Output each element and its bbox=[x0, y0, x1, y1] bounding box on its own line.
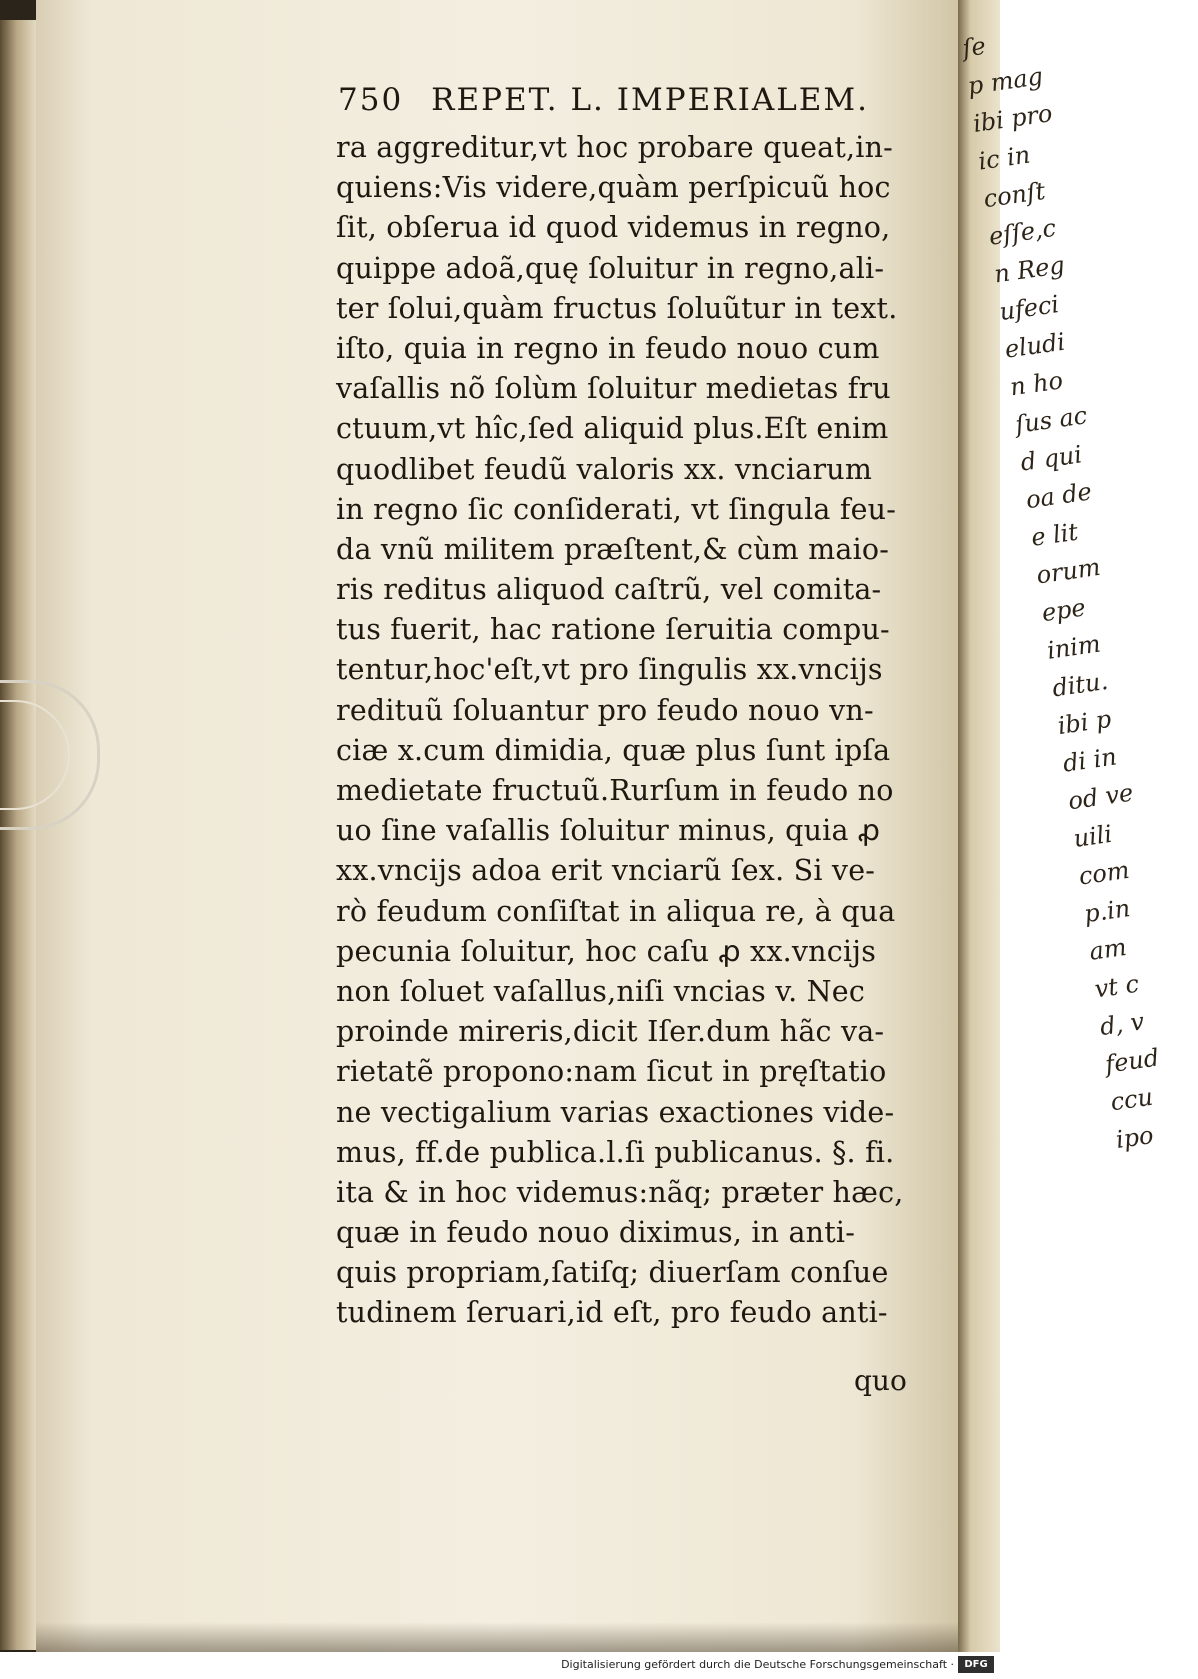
text-line: quodlibet feudũ valoris xx. vnciarum bbox=[336, 452, 873, 486]
adjacent-page-fragment: inim bbox=[1045, 629, 1103, 665]
text-line: quiens:Vis videre,quàm perſpicuũ hoc bbox=[336, 171, 891, 205]
text-line: ne vectigalium varias exactiones vide- bbox=[336, 1095, 895, 1129]
text-line: ſit, obſerua id quod videmus in regno, bbox=[336, 211, 891, 245]
text-line: vaſallis nõ ſolùm ſoluitur medietas fru bbox=[336, 372, 891, 406]
main-text-block bbox=[336, 128, 936, 1334]
adjacent-page-fragment: ic in bbox=[976, 140, 1032, 176]
adjacent-page-fragment: od ve bbox=[1066, 778, 1135, 816]
text-line: ciæ x.cum dimidia, quæ plus ſunt ipſa bbox=[336, 733, 891, 767]
text-line: redituũ ſoluantur pro feudo nouo vn- bbox=[336, 693, 874, 727]
text-line: iſto, quia in regno in feudo nouo cum bbox=[336, 331, 880, 365]
funding-credit: Digitalisierung gefördert durch die Deutsche Forschungsgemeinschaft · bbox=[561, 1658, 954, 1671]
text-line: in regno ſic conſiderati, vt ſingula feu- bbox=[336, 492, 897, 526]
text-line: ris reditus aliquod caſtrũ, vel comita- bbox=[336, 573, 882, 607]
adjacent-page-fragment: e lit bbox=[1029, 517, 1080, 552]
dfg-logo: DFG bbox=[958, 1656, 994, 1673]
adjacent-page-fragment: com bbox=[1077, 855, 1132, 891]
adjacent-page-fragment: ccu bbox=[1108, 1082, 1155, 1117]
adjacent-page-fragment: eſſe,c bbox=[987, 213, 1058, 251]
adjacent-page-fragment: di in bbox=[1061, 742, 1119, 778]
running-title: REPET. L. IMPERIALEM. bbox=[431, 82, 870, 118]
text-line: mus, ff.de publica.l.ſi publicanus. §. fi. bbox=[336, 1135, 895, 1169]
adjacent-page-fragment: oa de bbox=[1024, 477, 1094, 515]
text-line: rò feudum conſiſtat in aliqua re, à qua bbox=[336, 894, 896, 928]
page-shadow bbox=[36, 1622, 966, 1652]
text-line: ctuum,vt hîc,ſed aliquid plus.Eſt enim bbox=[336, 412, 889, 446]
text-line: pecunia ſoluitur, hoc caſu ꝓ xx.vncijs bbox=[336, 934, 877, 968]
text-line: ter ſolui,quàm fructus ſoluũtur in text. bbox=[336, 291, 898, 325]
text-line: tentur,hoc'eſt,vt pro ſingulis xx.vncijs bbox=[336, 653, 883, 687]
catchword: quo bbox=[854, 1364, 907, 1397]
adjacent-page-fragment: uili bbox=[1071, 819, 1114, 853]
text-line: quæ in feudo nouo diximus, in anti- bbox=[336, 1216, 856, 1250]
running-header bbox=[338, 82, 938, 118]
adjacent-page-fragment: vt c bbox=[1092, 969, 1141, 1004]
adjacent-page-fragment: eludi bbox=[1003, 327, 1067, 364]
text-line: xx.vncijs adoa erit vnciarũ ſex. Si ve- bbox=[336, 854, 876, 888]
text-line: uo ſine vaſallis ſoluitur minus, quia ꝓ bbox=[336, 814, 881, 848]
text-line: proinde mireris,dicit Iſer.dum hãc va- bbox=[336, 1015, 885, 1049]
adjacent-page-fragment: conſt bbox=[981, 176, 1048, 214]
text-line: tus fuerit, hac ratione ſeruitia compu- bbox=[336, 613, 890, 647]
text-line: medietate fructuũ.Rurſum in feudo no bbox=[336, 774, 894, 807]
adjacent-page-fragment: n Reg bbox=[992, 250, 1067, 289]
adjacent-page-fragment: d qui bbox=[1018, 440, 1084, 477]
adjacent-page-fragment: am bbox=[1087, 932, 1129, 966]
adjacent-page-fragment: orum bbox=[1034, 552, 1103, 590]
adjacent-page-fragment: ſe bbox=[960, 31, 988, 63]
adjacent-page-fragment: n ho bbox=[1008, 366, 1065, 402]
text-line: rietatẽ propono:nam ſicut in pręſtatio bbox=[336, 1055, 887, 1089]
adjacent-page-fragment: feud bbox=[1103, 1043, 1161, 1079]
adjacent-page-text bbox=[960, 24, 1161, 1158]
adjacent-page-fragment: ipo bbox=[1114, 1121, 1156, 1154]
text-line: da vnũ militem præſtent,& cùm maio- bbox=[336, 532, 890, 566]
adjacent-page-fragment: p.in bbox=[1082, 894, 1132, 929]
text-line: tudinem ſeruari,id eſt, pro feudo anti- bbox=[336, 1296, 888, 1330]
adjacent-page-fragment: ibi pro bbox=[971, 99, 1055, 138]
adjacent-page-fragment: p mag bbox=[965, 62, 1045, 101]
adjacent-page-fragment: d, v bbox=[1098, 1007, 1146, 1042]
adjacent-page-fragment: ditu. bbox=[1050, 666, 1110, 703]
text-line: quis propriam,ſatiſq; diuerſam conſue bbox=[336, 1256, 889, 1290]
adjacent-page-fragment: ufeci bbox=[997, 290, 1061, 327]
adjacent-page bbox=[958, 0, 1161, 1652]
text-line: ita & in hoc videmus:nãq; præter hæc, bbox=[336, 1175, 904, 1209]
adjacent-page-fragment: ibi p bbox=[1055, 704, 1113, 741]
text-line: non ſoluet vaſallus,niſi vncias v. Nec bbox=[336, 974, 865, 1008]
text-line: quippe adoã,quę ſoluitur in regno,ali- bbox=[336, 251, 885, 285]
adjacent-page-fragment: ſus ac bbox=[1013, 401, 1089, 439]
digitization-footer bbox=[0, 1652, 1000, 1679]
adjacent-page-fragment: epe bbox=[1040, 593, 1088, 628]
text-line: ra aggreditur,vt hoc probare queat,in- bbox=[336, 131, 893, 164]
page-number: 750 bbox=[338, 82, 404, 118]
